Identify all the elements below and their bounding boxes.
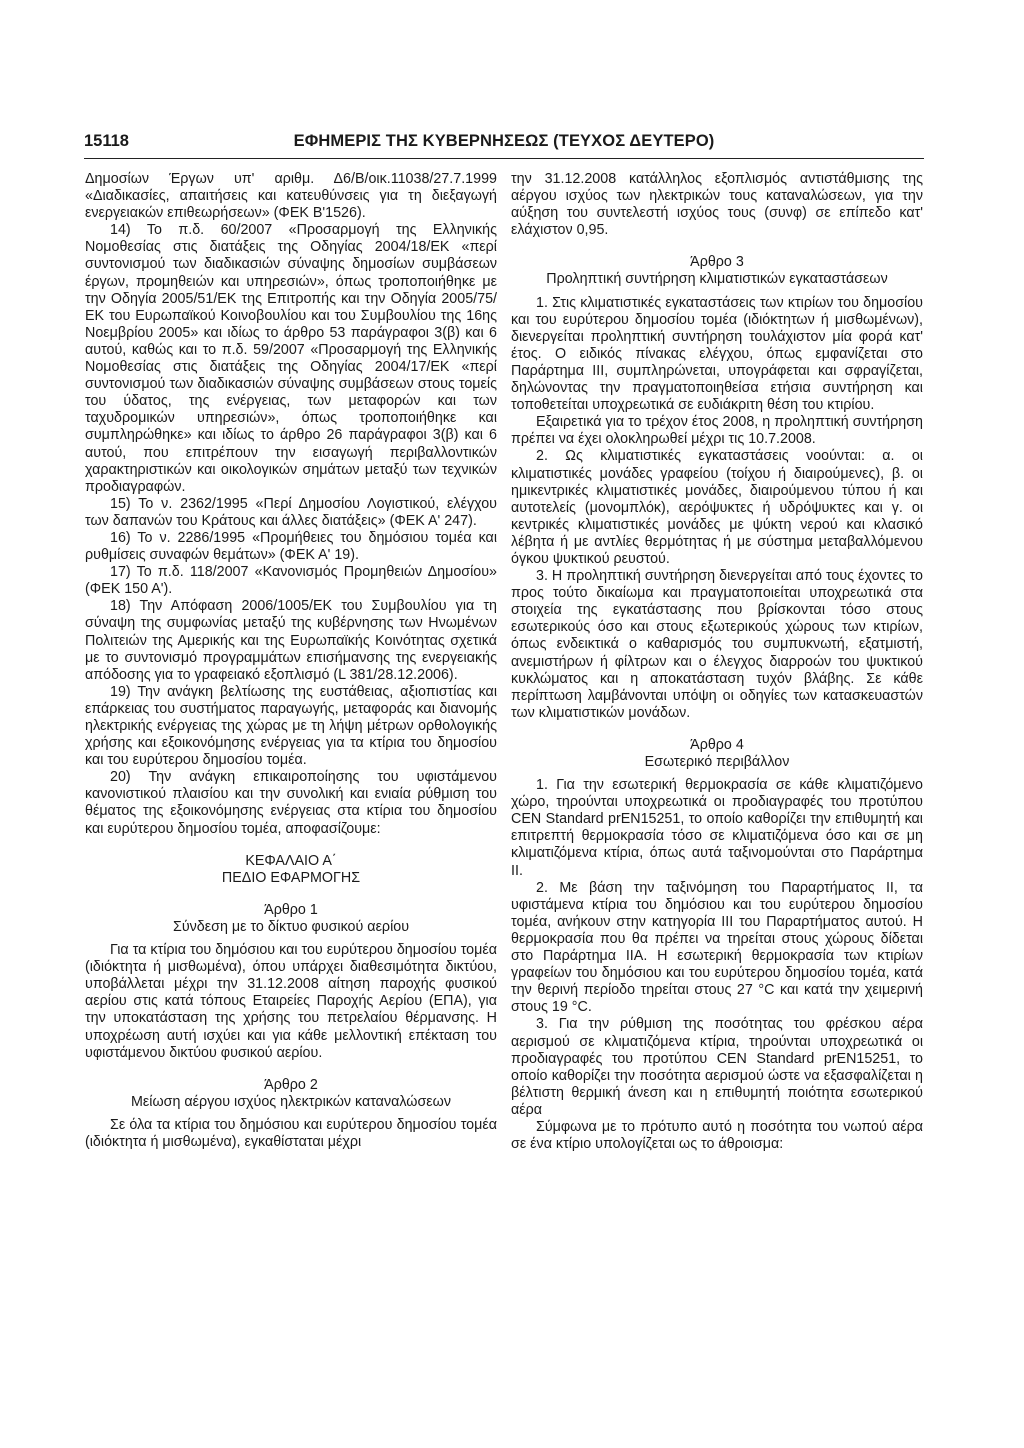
paragraph: 15) Το ν. 2362/1995 «Περί Δημοσίου Λογιστικού, ελέγχου των δαπανών του Κράτους και άλλες διατάξεις» (ΦΕΚ Α' 247).	[85, 495, 497, 529]
paragraph: την 31.12.2008 κατάλληλος εξοπλισμός αντιστάθμισης της αέργου ισχύος των ηλεκτρικών τους καταναλώσεων, για την αύξηση του συντελεστή ισχύος τους (συνφ) σε επίπεδο κατ' ελάχιστον 0,95.	[511, 171, 923, 239]
paragraph: Σύμφωνα με το πρότυπο αυτό η ποσότητα του νωπού αέρα σε ένα κτίριο υπολογίζεται ως το άθροισμα:	[511, 1118, 923, 1153]
article-heading: Άρθρο 2	[264, 1076, 318, 1093]
paragraph: 14) Το π.δ. 60/2007 «Προσαρμογή της Ελληνικής Νομοθεσίας στις διατάξεις της Οδηγίας 2004/18/ΕΚ «περί συντονισμού των διαδικασιών σύναψης δημοσίων συμβάσεων έργων, προμηθειών και υπηρεσιών», όπως τροποποιήθηκε με την Οδηγία 2005/51/ΕΚ της Επιτροπής και την Οδηγία 2005/75/ΕΚ του Ευρωπαϊκού Κοινοβουλίου και του Συμβουλίου της 16ης Νοεμβρίου 2005» και ιδίως το άρθρο 53 παράγραφοι 3(β) και 6 αυτού, καθώς και το π.δ. 59/2007 «Προσαρμογή της Ελληνικής Νομοθεσίας στις διατάξεις της Οδηγίας 2004/17/ΕΚ «περί συντονισμού των διαδικασιών σύναψης συμβάσεων στους τομείς του ύδατος, της ενέργειας, των μεταφορών και των ταχυδρομικών υπηρεσιών», όπως τροποποιήθηκε και συμπληρώθηκε» και ιδίως το άρθρο 26 παράγραφοι 3(β) και 6 αυτού, που επιτρέπουν την εισαγωγή περιβαλλοντικών χαρακτηριστικών και οικολογικών σημάτων μεταξύ των τεχνικών προδιαγραφών.	[85, 222, 497, 495]
paragraph: Για τα κτίρια του δημόσιου και του ευρύτερου δημοσίου τομέα (ιδιόκτητα ή μισθωμένα), όπου υπάρχει διαθεσιμότητα δικτύου, υποβάλλεται μέχρι την 31.12.2008 αίτηση παροχής φυσικού αερίου στις κατά τόπους Εταιρείες Παροχής Αερίου (ΕΠΑ), για την υποκατάσταση της χρήσης του πετρελαίου θέρμανσης. Η υποχρέωση αυτή ισχύει και για κάθε μελλοντική επέκταση του υφιστάμενου δικτύου φυσικού αερίου.	[85, 942, 497, 1061]
paragraph: 1. Για την εσωτερική θερμοκρασία σε κάθε κλιματιζόμενο χώρο, τηρούνται υποχρεωτικά οι προδιαγραφές του προτύπου CEN Standard prEN15251, το οποίο καθορίζει την επιθυμητή και επιτρεπτή θερμοκρασία τόσο σε κλιματιζόμενα όσο και σε μη κλιματιζόμενα κτίρια, όπως αυτά ταξινομούνται στο Παράρτημα ΙΙ.	[511, 777, 923, 879]
page-header	[84, 132, 924, 159]
article-title: Εσωτερικό περιβάλλον	[644, 754, 790, 770]
paragraph: 1. Στις κλιματιστικές εγκαταστάσεις των κτιρίων του δημοσίου και του ευρύτερου δημοσίου τομέα (ιδιόκτητων ή μισθωμένων), διενεργείται προληπτική συντήρηση τουλάχιστον μία φορά κατ' έτος. Ο ειδικός πίνακας ελέγχου, όπως εμφανίζεται στο Παράρτημα ΙΙΙ, συμπληρώνεται, υπογράφεται και σφραγίζεται, δηλώνοντας την πραγματοποιηθείσα ετήσια συντήρηση και τοποθετείται υποχρεωτικά σε ευδιάκριτη θέση του κτιρίου.	[511, 294, 923, 414]
paragraph: 16) Το ν. 2286/1995 «Προμήθειες του δημόσιου τομέα και ρυθμίσεις συναφών θεμάτων» (ΦΕΚ Α' 19).	[85, 529, 497, 564]
paragraph: 2. Με βάση την ταξινόμηση του Παραρτήματος ΙΙ, τα υφιστάμενα κτίρια του δημόσιου και του ευρύτερου δημοσίου τομέα, ανήκουν στην κατηγορία ΙΙΙ του Παραρτήματος αυτού. Η θερμοκρασία που θα πρέπει να τηρείται στους χώρους δίδεται στο Παράρτημα ΙΙΑ. Η εσωτερική θερμοκρασία των κτιρίων γραφείων του δημόσιου και του ευρύτερου δημοσίου τομέα, κατά την θερινή περίοδο τηρείται στους 27 °C και κατά την χειμερινή στους 19 °C.	[511, 879, 923, 1016]
paragraph: 3. Η προληπτική συντήρηση διενεργείται από τους έχοντες το προς τούτο δικαίωμα και πραγματοποιείται υποχρεωτικά στα στοιχεία της εγκατάστασης που βρίσκονται τόσο στους εσωτερικούς όσο και στους εξωτερικούς χώρους των κτιρίων, όπως ενδεικτικά ο καθαρισμός του συμπυκνωτή, εξατμιστή, ανεμιστήρων ή φίλτρων και ο έλεγχος διαρροών του ψυκτικού κυκλώματος και η αποκατάσταση τυχόν βλάβης. Σε κάθε περίπτωση λαμβάνονται υπόψη οι οδηγίες των κατασκευαστών των κλιματιστικών μονάδων.	[511, 568, 923, 721]
paragraph: Σε όλα τα κτίρια του δημόσιου και ευρύτερου δημοσίου τομέα (ιδιόκτητα ή μισθωμένα), εγκαθίσταται μέχρι	[85, 1116, 497, 1150]
article-title: Μείωση αέργου ισχύος ηλεκτρικών καταναλώσεων	[131, 1093, 451, 1110]
article-title: Σύνδεση με το δίκτυο φυσικού αερίου	[172, 918, 410, 935]
article-heading: Άρθρο 3	[690, 254, 744, 271]
article-heading: Άρθρο 1	[264, 901, 318, 918]
left-column	[85, 171, 497, 1151]
chapter-title: ΠΕΔΙΟ ΕΦΑΡΜΟΓΗΣ	[221, 869, 361, 886]
paragraph: 18) Την Απόφαση 2006/1005/ΕΚ του Συμβουλίου για τη σύναψη της συμφωνίας μεταξύ της κυβέρνησης των Ηνωμένων Πολιτειών της Αμερικής και της Ευρωπαϊκής Κοινότητας σχετικά με το συντονισμό προγραμμάτων επισήμανσης της ενεργειακής απόδοσης για το γραφειακό εξοπλισμό (L 381/28.12.2006).	[85, 598, 497, 683]
paragraph: Εξαιρετικά για το τρέχον έτος 2008, η προληπτική συντήρηση πρέπει να έχει ολοκληρωθεί μέχρι τις 10.7.2008.	[511, 414, 923, 448]
paragraph: 20) Την ανάγκη επικαιροποίησης του υφιστάμενου κανονιστικού πλαισίου και την συνολική και ενιαία ρύθμιση του θέματος της εξοικονόμησης ενέργειας στα κτίρια του δημοσίου και ευρύτερου δημοσίου τομέα, αποφασίζουμε:	[85, 769, 497, 837]
paragraph: 17) Το π.δ. 118/2007 «Κανονισμός Προμηθειών Δημοσίου» (ΦΕΚ 150 Α').	[85, 564, 497, 598]
gazette-title: ΕΦΗΜΕΡΙΣ ΤΗΣ ΚΥΒΕΡΝΗΣΕΩΣ (ΤΕΥΧΟΣ ΔΕΥΤΕΡΟ)	[293, 132, 715, 150]
paragraph: Δημοσίων Έργων υπ' αριθμ. Δ6/Β/οικ.11038/27.7.1999 «Διαδικασίες, απαιτήσεις και κατευθύνσεις για τη διεξαγωγή ενεργειακών επιθεωρήσεων» (ΦΕΚ Β'1526).	[85, 171, 497, 222]
chapter-heading: ΚΕΦΑΛΑΙΟ Α΄	[245, 852, 337, 869]
page-number: 15118	[84, 132, 129, 150]
paragraph: 3. Για την ρύθμιση της ποσότητας του φρέσκου αέρα αερισμού σε κλιματιζόμενα κτίρια, τηρούνται υποχρεωτικά οι προδιαγραφές του προτύπου CEN Standard prEN15251, το οποίο καθορίζει την ποσότητα αερισμού ώστε να εξασφαλίζεται η βέλτιστη θερμική άνεση και η επιθυμητή ποιότητα εσωτερικού αέρα	[511, 1016, 923, 1118]
article-title: Προληπτική συντήρηση κλιματιστικών εγκαταστάσεων	[546, 271, 888, 288]
right-column	[511, 171, 923, 1153]
paragraph: 2. Ως κλιματιστικές εγκαταστάσεις νοούνται: α. οι κλιματιστικές μονάδες γραφείου (τοίχου ή διαιρούμενες), β. οι ημικεντρικές κλιματιστικές μονάδες, διαιρούμενου τύπου ή και αυτοτελείς (μονομπλόκ), αερόψυκτες ή υδρόψυκτες και γ. οι κεντρικές κλιματιστικές μονάδες με ψύκτη νερού και κλασικό λέβητα ή με αντλίες θερμότητας ή με σύστημα μεταβαλλόμενου όγκου ψυκτικού ρευστού.	[511, 448, 923, 567]
paragraph: 19) Την ανάγκη βελτίωσης της ευστάθειας, αξιοπιστίας και επάρκειας του συστήματος παραγωγής, μεταφοράς και διανομής ηλεκτρικής ενέργειας της χώρας με τη λήψη μέτρων ορθολογικής χρήσης και εξοικονόμησης ενέργειας για τα κτίρια του δημοσίου και του ευρύτερου δημοσίου τομέα.	[85, 683, 497, 769]
article-heading: Άρθρο 4	[690, 736, 744, 753]
